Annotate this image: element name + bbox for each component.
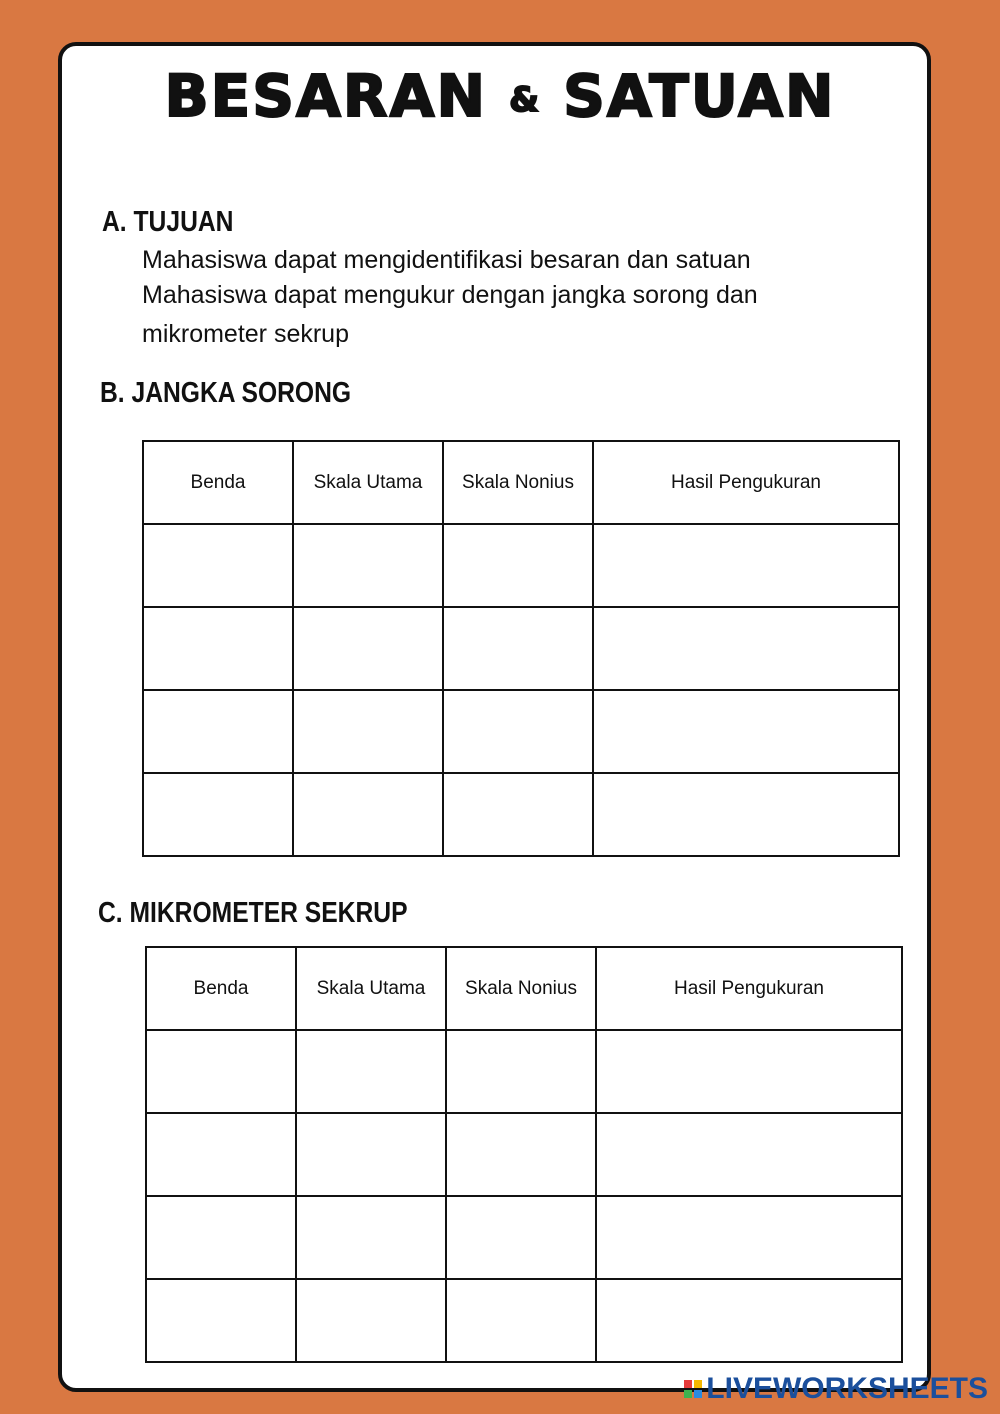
- column-header-benda: Benda: [146, 947, 296, 1030]
- column-header-benda: Benda: [143, 441, 293, 524]
- table-header-row: [143, 441, 899, 524]
- title-right: SATUAN: [563, 62, 836, 130]
- answer-cell[interactable]: [596, 1279, 902, 1362]
- answer-cell[interactable]: [293, 773, 443, 856]
- aim-line: Mahasiswa dapat mengukur dengan jangka sorong dan: [142, 281, 758, 309]
- column-header-skala-nonius: Skala Nonius: [446, 947, 596, 1030]
- answer-cell[interactable]: [443, 773, 593, 856]
- answer-cell[interactable]: [446, 1030, 596, 1113]
- answer-cell[interactable]: [296, 1030, 446, 1113]
- answer-cell[interactable]: [146, 1279, 296, 1362]
- heading-jangka-sorong: B. JANGKA SORONG: [100, 377, 352, 409]
- answer-cell[interactable]: [593, 690, 899, 773]
- answer-cell[interactable]: [146, 1196, 296, 1279]
- answer-cell[interactable]: [293, 607, 443, 690]
- answer-cell[interactable]: [143, 524, 293, 607]
- answer-cell[interactable]: [443, 607, 593, 690]
- answer-cell[interactable]: [143, 773, 293, 856]
- heading-mikrometer-sekrup: C. MIKROMETER SEKRUP: [98, 897, 408, 929]
- answer-cell[interactable]: [293, 524, 443, 607]
- column-header-skala-nonius: Skala Nonius: [443, 441, 593, 524]
- liveworksheets-logo-icon: [684, 1380, 702, 1398]
- answer-cell[interactable]: [593, 773, 899, 856]
- table-row: [143, 524, 899, 607]
- aim-line: Mahasiswa dapat mengidentifikasi besaran dan satuan: [142, 246, 751, 274]
- answer-cell[interactable]: [443, 690, 593, 773]
- column-header-hasil-pengukuran: Hasil Pengukuran: [593, 441, 899, 524]
- answer-cell[interactable]: [143, 690, 293, 773]
- table-row: [143, 607, 899, 690]
- answer-cell[interactable]: [296, 1279, 446, 1362]
- answer-cell[interactable]: [446, 1113, 596, 1196]
- column-header-hasil-pengukuran: Hasil Pengukuran: [596, 947, 902, 1030]
- table-row: [146, 1279, 902, 1362]
- answer-cell[interactable]: [146, 1113, 296, 1196]
- title-left: BESARAN: [164, 62, 488, 130]
- aim-line: mikrometer sekrup: [142, 320, 349, 348]
- table-row: [143, 773, 899, 856]
- table-row: [146, 1113, 902, 1196]
- answer-cell[interactable]: [446, 1279, 596, 1362]
- watermark-text: LIVEWORKSHEETS: [706, 1372, 988, 1405]
- table-header-row: [146, 947, 902, 1030]
- answer-cell[interactable]: [596, 1113, 902, 1196]
- answer-cell[interactable]: [296, 1113, 446, 1196]
- answer-cell[interactable]: [146, 1030, 296, 1113]
- answer-cell[interactable]: [593, 607, 899, 690]
- table-row: [143, 690, 899, 773]
- answer-cell[interactable]: [443, 524, 593, 607]
- worksheet-title: [0, 62, 1000, 130]
- answer-cell[interactable]: [293, 690, 443, 773]
- jangka-sorong-table: [142, 440, 900, 857]
- answer-cell[interactable]: [446, 1196, 596, 1279]
- answer-cell[interactable]: [143, 607, 293, 690]
- title-ampersand: &: [509, 79, 541, 120]
- answer-cell[interactable]: [596, 1196, 902, 1279]
- heading-tujuan: A. TUJUAN: [102, 206, 234, 238]
- answer-cell[interactable]: [296, 1196, 446, 1279]
- liveworksheets-watermark: [684, 1372, 988, 1406]
- mikrometer-sekrup-table: [145, 946, 903, 1363]
- column-header-skala-utama: Skala Utama: [296, 947, 446, 1030]
- answer-cell[interactable]: [596, 1030, 902, 1113]
- column-header-skala-utama: Skala Utama: [293, 441, 443, 524]
- table-row: [146, 1030, 902, 1113]
- table-row: [146, 1196, 902, 1279]
- aims-list: [142, 243, 862, 352]
- answer-cell[interactable]: [593, 524, 899, 607]
